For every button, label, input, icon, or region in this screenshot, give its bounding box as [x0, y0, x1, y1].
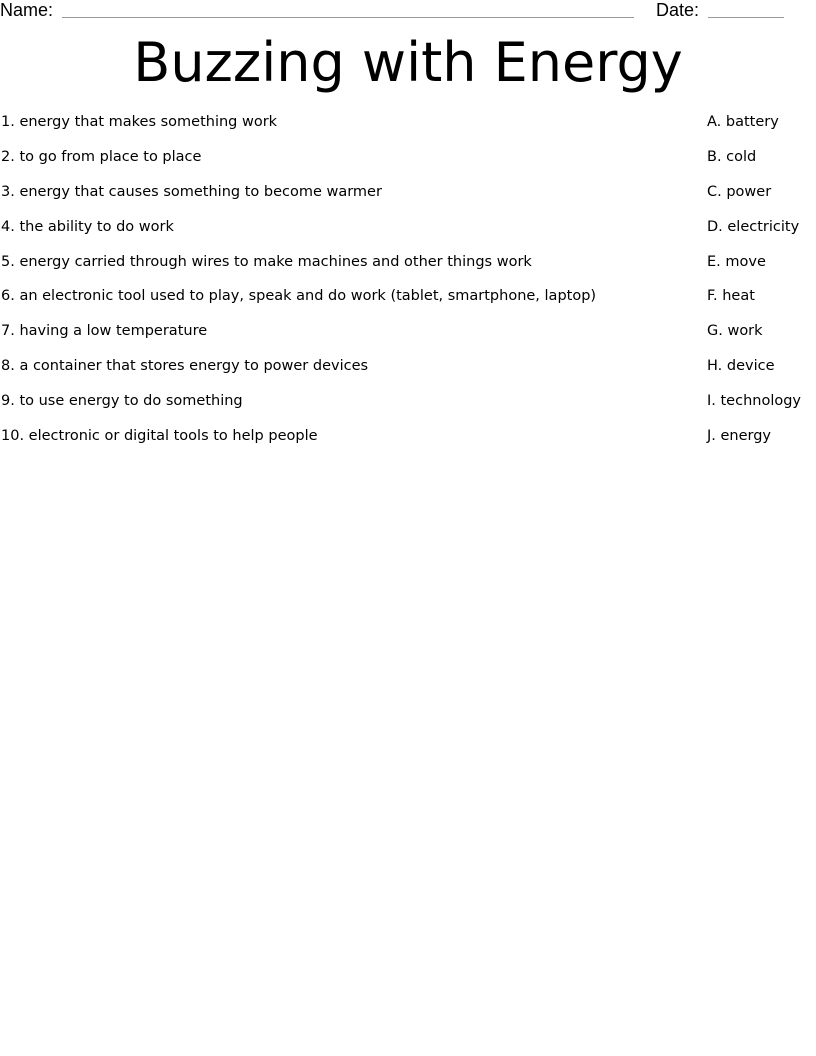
- clue-text: 8. a container that stores energy to power devices: [1, 358, 369, 375]
- answer-option: D. electricity: [707, 218, 800, 235]
- name-blank-line: [62, 17, 634, 18]
- clue-text: 6. an electronic tool used to play, speak and do work (tablet, smartphone, laptop): [1, 288, 597, 305]
- clue-text: 3. energy that causes something to become warmer: [1, 183, 382, 200]
- clue-text: 10. electronic or digital tools to help people: [1, 428, 318, 445]
- clue-text: 2. to go from place to place: [1, 148, 202, 165]
- answer-option: G. work: [707, 323, 763, 340]
- worksheet-title: Buzzing with Energy: [133, 31, 683, 94]
- matching-row: [0, 356, 816, 391]
- matching-row: [0, 112, 816, 147]
- name-label: Name:: [0, 0, 54, 20]
- matching-row: [0, 391, 816, 426]
- clue-text: 1. energy that makes something work: [1, 114, 278, 130]
- matching-row: [0, 426, 816, 461]
- matching-row: [0, 286, 816, 321]
- clue-text: 5. energy carried through wires to make machines and other things work: [1, 253, 532, 270]
- matching-row: [0, 217, 816, 252]
- answer-option: C. power: [707, 183, 772, 200]
- matching-row: [0, 252, 816, 287]
- clue-text: 9. to use energy to do something: [1, 393, 243, 410]
- clue-text: 7. having a low temperature: [1, 323, 208, 340]
- matching-list: [0, 112, 816, 461]
- matching-row: [0, 321, 816, 356]
- matching-row: [0, 182, 816, 217]
- matching-row: [0, 147, 816, 182]
- answer-option: I. technology: [707, 393, 802, 410]
- date-label: Date:: [656, 0, 700, 20]
- answer-option: F. heat: [707, 288, 755, 305]
- answer-option: E. move: [707, 253, 766, 270]
- date-blank-line: [708, 17, 784, 18]
- worksheet-header: [0, 0, 816, 24]
- answer-option: J. energy: [707, 428, 772, 445]
- answer-option: H. device: [707, 358, 775, 375]
- answer-option: A. battery: [707, 114, 779, 130]
- clue-text: 4. the ability to do work: [1, 218, 174, 235]
- answer-option: B. cold: [707, 148, 757, 165]
